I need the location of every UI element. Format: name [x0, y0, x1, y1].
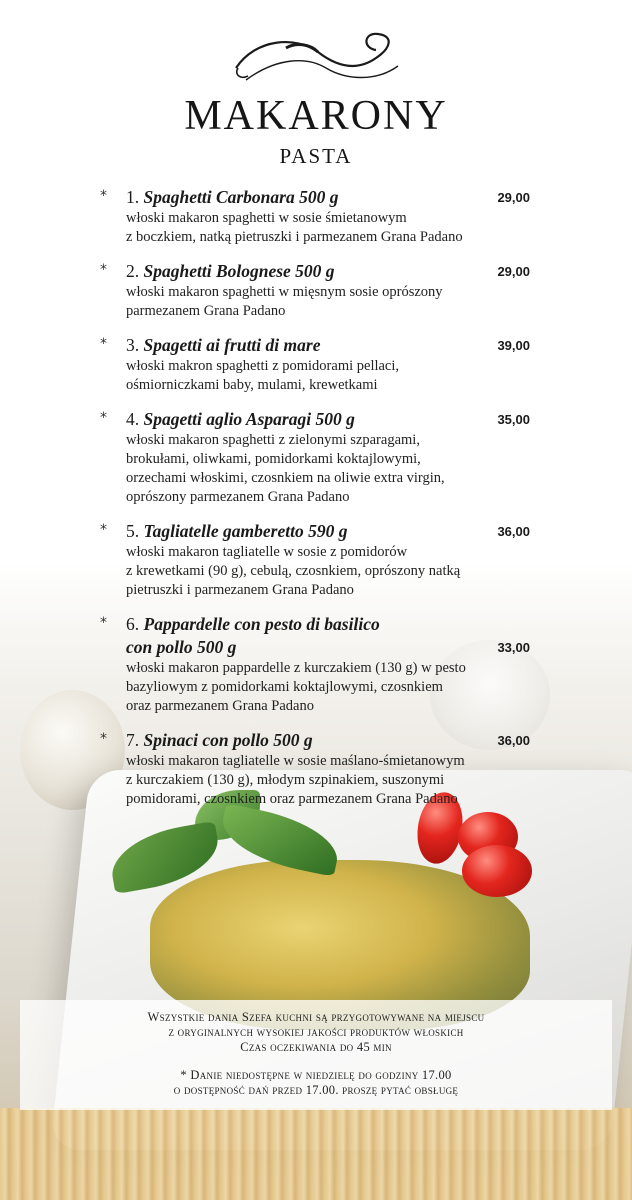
item-marker: *	[100, 615, 107, 631]
item-price: 29,00	[497, 264, 530, 279]
notice-line: z oryginalnych wysokiej jakości produktów włoskich	[168, 1025, 464, 1039]
item-name: Spaghetti Bolognese 500 g	[143, 261, 335, 281]
item-name: Spinaci con pollo 500 g	[143, 730, 313, 750]
item-description: z kurczakiem (130 g), młodym szpinakiem, suszonymi	[126, 772, 445, 788]
item-description: pietruszki i parmezanem Grana Padano	[126, 582, 354, 598]
notice-line: Wszystkie dania Szefa kuchni są przygotowywane na miejscu	[147, 1010, 485, 1024]
item-description: parmezanem Grana Padano	[126, 303, 286, 319]
item-marker: *	[100, 410, 107, 426]
item-name: Spagetti ai frutti di mare	[143, 335, 321, 355]
item-marker: *	[100, 336, 107, 352]
item-description: ośmiorniczkami baby, mulami, krewetkami	[126, 377, 378, 393]
notice-line: Czas oczekiwania do 45 min	[240, 1040, 392, 1054]
item-number: 4.	[126, 409, 140, 429]
menu-item	[100, 260, 530, 321]
item-description: włoski makron spaghetti z pomidorami pellaci,	[126, 358, 400, 374]
item-name: Pappardelle con pesto di basilico	[143, 614, 380, 634]
item-number: 3.	[126, 335, 140, 355]
menu-item	[100, 408, 530, 507]
item-price: 36,00	[497, 524, 530, 539]
menu-item	[100, 186, 530, 247]
item-number: 5.	[126, 521, 140, 541]
item-name: Tagliatelle gamberetto 590 g	[143, 521, 348, 541]
flourish-ornament-icon	[226, 28, 406, 94]
tomato-image	[462, 845, 532, 897]
item-price: 29,00	[497, 190, 530, 205]
item-price: 35,00	[497, 412, 530, 427]
item-description: pomidorami, czosnkiem oraz parmezanem Grana Padano	[126, 791, 458, 807]
item-description: orzechami włoskimi, czosnkiem na oliwie extra virgin,	[126, 470, 445, 486]
menu-list	[100, 186, 530, 822]
info-notice	[20, 1010, 612, 1055]
menu-item	[100, 520, 530, 600]
item-description: włoski makaron tagliatelle w sosie z pomidorów	[126, 544, 408, 560]
item-description: włoski makaron tagliatelle w sosie maślano-śmietanowym	[126, 753, 465, 769]
item-description: brokułami, oliwkami, pomidorkami koktajlowymi,	[126, 451, 421, 467]
item-number: 7.	[126, 730, 140, 750]
item-description: oraz parmezanem Grana Padano	[126, 698, 314, 714]
item-number: 6.	[126, 614, 140, 634]
page-title: MAKARONY	[184, 93, 448, 139]
menu-item	[100, 334, 530, 395]
item-description: bazyliowym z pomidorkami koktajlowymi, czosnkiem	[126, 679, 443, 695]
item-price: 33,00	[497, 640, 530, 655]
item-description: włoski makaron spaghetti z zielonymi szparagami,	[126, 432, 420, 448]
item-name: Spagetti aglio Asparagi 500 g	[143, 409, 355, 429]
item-marker: *	[100, 522, 107, 538]
item-number: 1.	[126, 187, 140, 207]
menu-item	[100, 613, 530, 716]
item-name: Spaghetti Carbonara 500 g	[143, 187, 339, 207]
item-description: z krewetkami (90 g), cebulą, czosnkiem, oprószony natką	[126, 563, 461, 579]
item-description: włoski makaron spaghetti w sosie śmietanowym	[126, 210, 407, 226]
notice-line: o dostępność dań przed 17.00. proszę pytać obsługę	[173, 1083, 459, 1097]
page-subtitle: PASTA	[279, 144, 353, 168]
item-marker: *	[100, 731, 107, 747]
item-name-continued: con pollo 500 g	[126, 637, 237, 657]
availability-notice	[20, 1068, 612, 1098]
item-price: 39,00	[497, 338, 530, 353]
item-price: 36,00	[497, 733, 530, 748]
item-description: włoski makaron pappardelle z kurczakiem (130 g) w pesto	[126, 660, 466, 676]
menu-item	[100, 729, 530, 809]
item-description: włoski makaron spaghetti w mięsnym sosie oprószony	[126, 284, 443, 300]
item-description: oprószony parmezanem Grana Padano	[126, 489, 350, 505]
item-description: z boczkiem, natką pietruszki i parmezanem Grana Padano	[126, 229, 463, 245]
item-marker: *	[100, 262, 107, 278]
item-marker: *	[100, 188, 107, 204]
notice-line: * Danie niedostępne w niedzielę do godziny 17.00	[180, 1068, 452, 1082]
item-number: 2.	[126, 261, 140, 281]
bamboo-mat-image	[0, 1108, 632, 1200]
